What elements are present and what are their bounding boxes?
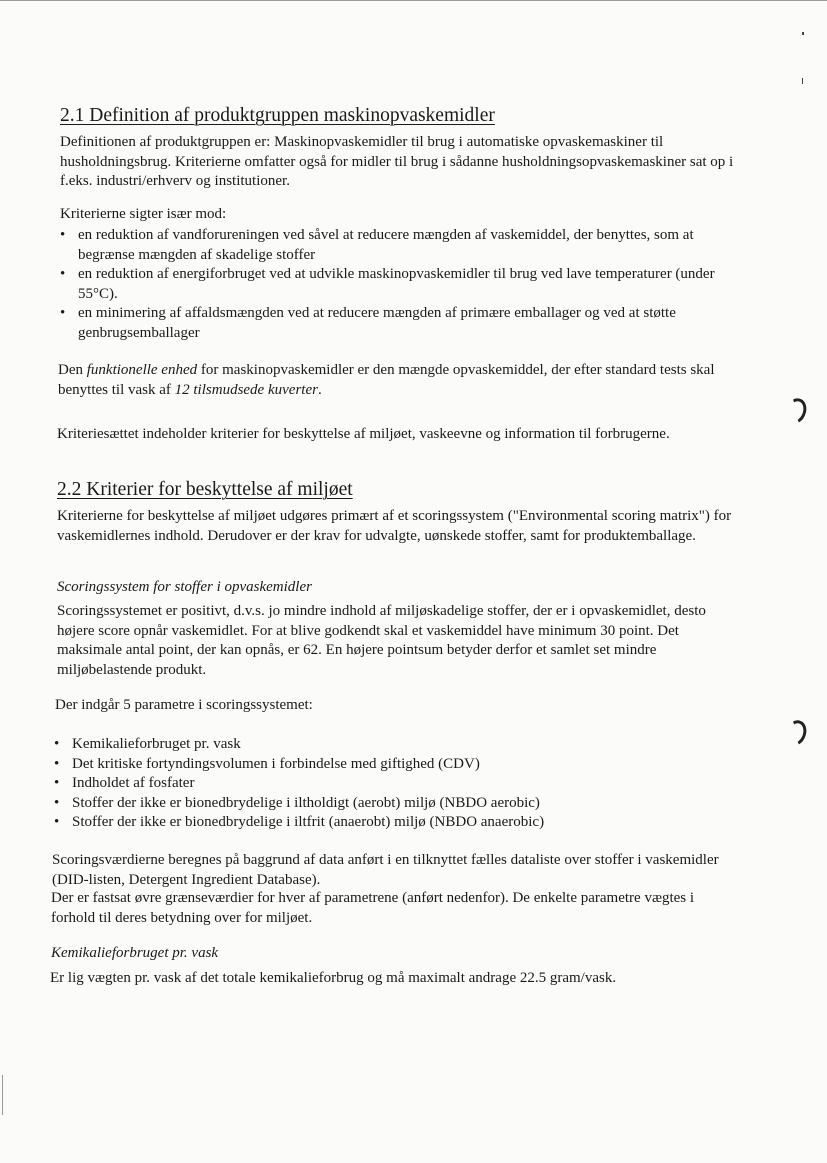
parameter-item: • Indholdet af fosfater [50,774,740,794]
scoring-system-paragraph: Scoringssystemet er positivt, d.v.s. jo mindre indhold af miljøskadelige stoffer, der er i opvaskemidlet, desto højere score opnår vaskemidlet. For at blive godkendt skal et vaskemiddel have minimum 30 point. Det maksimale antal point, der kan opnås, er 62. En højere pointsum betyder derfor et samlet set mindre miljøbelastende produkt. [57,603,706,678]
environment-intro-paragraph: Kriterierne for beskyttelse af miljøet udgøres primært af et scoringssystem ("Environmental scoring matrix") for vaskemidlernes indhold. Derudover er der krav for udvalgte, uønskede stoffer, samt for produktemballage. [57,508,732,544]
criteria-set-paragraph: Kriteriesættet indeholder kriterier for beskyttelse af miljøet, vaskeevne og information til forbrugerne. [57,426,670,442]
criteria-intro: Kriterierne sigter især mod: [60,206,227,222]
subheading-chemical-consumption: Kemikalieforbruget pr. vask [51,945,219,961]
chemical-consumption-paragraph: Er lig vægten pr. vask af det totale kemikalieforbrug og må maximalt andrage 22.5 gram/vask. [50,970,617,986]
criteria-list-item: • en minimering af affaldsmængden ved at reducere mængden af primære emballager og ved at støtte genbrugsemballager [56,304,746,343]
functional-unit-paragraph: Den funktionelle enhed for maskinopvaskemidler er den mængde opvaskemiddel, der efter standard tests skal benyttes til vask af 12 tilsmudsede kuverter. [58,362,715,398]
limit-values-paragraph: Der er fastsat øvre grænseværdier for hver af parametrene (anført nedenfor). De enkelte parametre vægtes i forhold til deres betydning over for miljøet. [51,890,695,926]
definition-paragraph: Definitionen af produktgruppen er: Maskinopvaskemidler til brug i automatiske opvaskemaskiner til husholdningsbrug. Kriterierne omfatter også for midler til brug i sådanne husholdningsopvaskemaskiner sat op i f.eks. industri/erhverv og institutioner. [60,134,734,189]
parameters-list [50,735,740,833]
parameter-item: • Kemikalieforbruget pr. vask [50,735,740,755]
section-heading-2-2: 2.2 Kriterier for beskyttelse af miljøet [57,479,353,500]
score-values-paragraph: Scoringsværdierne beregnes på baggrund af data anført i en tilknyttet fælles dataliste over stoffer i vaskemidler (DID-listen, Detergent Ingredient Database). [52,852,719,888]
parameter-item: • Stoffer der ikke er bionedbrydelige i iltholdigt (aerobt) miljø (NBDO aerobic) [50,794,740,814]
parameters-intro: Der indgår 5 parametre i scoringssystemet: [55,697,313,713]
parameter-item: • Stoffer der ikke er bionedbrydelige i iltfrit (anaerobt) miljø (NBDO anaerobic) [50,813,740,833]
criteria-list [56,226,746,343]
section-heading-2-1: 2.1 Definition af produktgruppen maskinopvaskemidler [60,105,495,126]
parameter-item: • Det kritiske fortyndingsvolumen i forbindelse med giftighed (CDV) [50,755,740,775]
criteria-list-item: • en reduktion af vandforureningen ved såvel at reducere mængden af vaskemiddel, der benyttes, som at begrænse mængden af skadelige stoffer [56,226,746,265]
subheading-scoring-system: Scoringssystem for stoffer i opvaskemidler [57,579,312,595]
criteria-list-item: • en reduktion af energiforbruget ved at udvikle maskinopvaskemidler til brug ved lave temperaturer (under 55°C). [56,265,746,304]
